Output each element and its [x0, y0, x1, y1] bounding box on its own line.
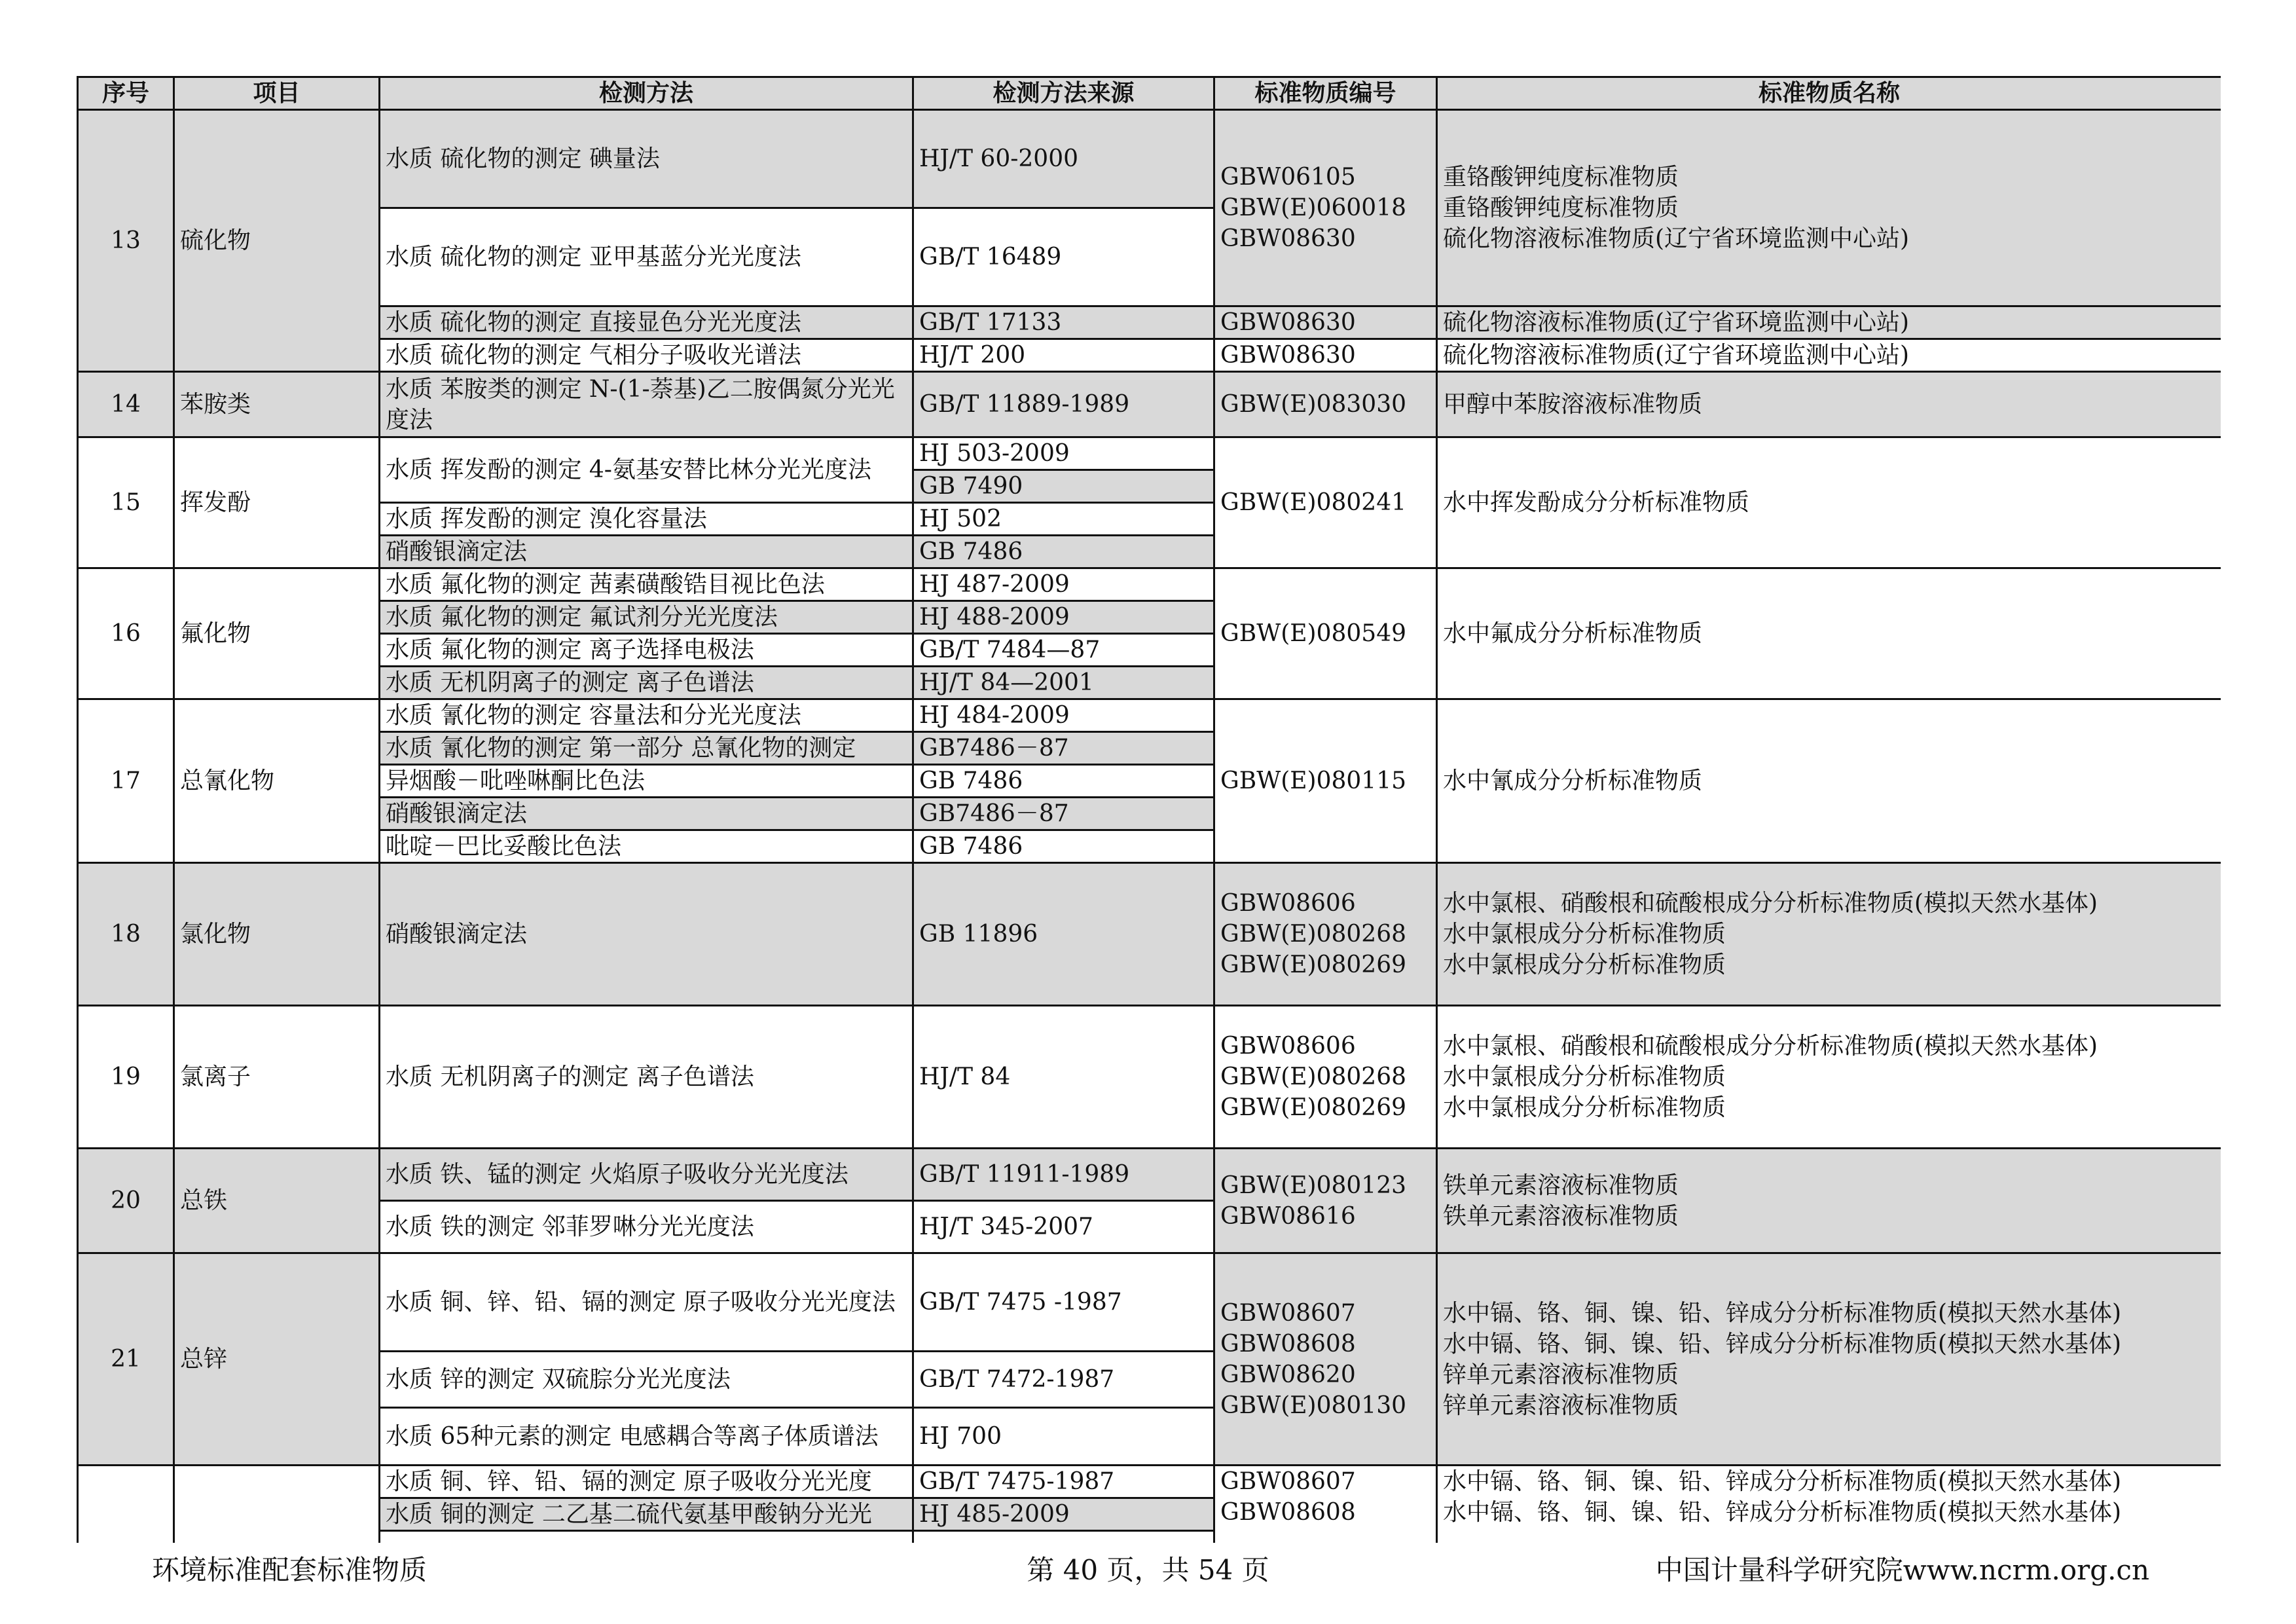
header-no: 序号 [78, 77, 174, 110]
source-cell: HJ 484-2009 [913, 699, 1214, 732]
source-cell: GB/T 7475 -1987 [913, 1253, 1214, 1352]
method-cell: 水质 苯胺类的测定 N-(1-萘基)乙二胺偶氮分光光度法 [380, 372, 913, 437]
ref-name: 铁单元素溶液标准物质 [1443, 1202, 1679, 1230]
ref-name-cell: 甲醇中苯胺溶液标准物质 [1437, 372, 2221, 437]
ref-code: GBW08607 [1220, 1299, 1356, 1327]
ref-name-cell [1437, 863, 2221, 1006]
ref-code: GBW08608 [1220, 1499, 1356, 1526]
table-row [78, 110, 2221, 208]
source-cell: HJ 487-2009 [913, 568, 1214, 601]
table-viewport [77, 76, 2221, 1543]
table-row [78, 339, 2221, 372]
table-row [78, 437, 2221, 470]
table-row [78, 1466, 2221, 1498]
method-cell: 水质 氟化物的测定 氟试剂分光光度法 [380, 601, 913, 634]
item-name: 总铁 [174, 1149, 380, 1253]
ref-name: 水中氯根、硝酸根和硫酸根成分分析标准物质(模拟天然水基体) [1443, 890, 2098, 917]
row-number: 19 [78, 1006, 174, 1149]
ref-code: GBW(E)080123 [1220, 1172, 1407, 1199]
source-cell: GB/T 7472-1987 [913, 1352, 1214, 1408]
header-item: 项目 [174, 77, 380, 110]
item-name: 氟化物 [174, 568, 380, 699]
ref-name: 锌单元素溶液标准物质 [1443, 1361, 1679, 1388]
footer-publisher: 中国计量科学研究院www.ncrm.org.cn [1655, 1554, 2149, 1586]
footer-title: 环境标准配套标准物质 [152, 1554, 428, 1586]
standards-table [77, 76, 2221, 1543]
ref-name: 重铬酸钾纯度标准物质 [1443, 194, 1679, 221]
ref-code-cell: GBW(E)080115 [1214, 699, 1437, 863]
method-cell: 水质 氟化物的测定 离子选择电极法 [380, 634, 913, 667]
ref-name-cell [1437, 1466, 2221, 1543]
header-row [78, 77, 2221, 110]
method-cell: 水质 铜、锌、铅、镉的测定 原子吸收分光光度 [380, 1466, 913, 1498]
page-number: 第 40 页，共 54 页 [1027, 1554, 1269, 1586]
item-name: 苯胺类 [174, 372, 380, 437]
ref-code: GBW08606 [1220, 890, 1356, 917]
ref-code: GBW(E)060018 [1220, 194, 1407, 221]
row-number: 17 [78, 699, 174, 863]
ref-code-cell [1214, 1149, 1437, 1253]
source-cell: HJ/T 84 [913, 1006, 1214, 1149]
source-cell: HJ/T 345-2007 [913, 1201, 1214, 1253]
ref-name: 水中镉、铬、铜、镍、铅、锌成分分析标准物质(模拟天然水基体) [1443, 1330, 2122, 1357]
page-footer [0, 1549, 2296, 1588]
source-cell: GB/T 11889-1989 [913, 372, 1214, 437]
ref-name: 水中氯根成分分析标准物质 [1443, 1063, 1726, 1090]
source-cell: GB/T 7484—87 [913, 634, 1214, 667]
row-number: 18 [78, 863, 174, 1006]
table-row [78, 306, 2221, 339]
row-number: 16 [78, 568, 174, 699]
item-name: 挥发酚 [174, 437, 380, 568]
row-number [78, 1466, 174, 1543]
ref-code: GBW06105 [1220, 164, 1356, 191]
method-cell: 水质 锌的测定 双硫腙分光光度法 [380, 1352, 913, 1408]
ref-code: GBW08607 [1220, 1468, 1356, 1495]
source-cell: GB 7486 [913, 830, 1214, 863]
ref-code-cell: GBW(E)080241 [1214, 437, 1437, 568]
ref-code-cell: GBW(E)083030 [1214, 372, 1437, 437]
ref-code-cell: GBW08630 [1214, 339, 1437, 372]
ref-name-cell: 硫化物溶液标准物质(辽宁省环境监测中心站) [1437, 339, 2221, 372]
ref-code-cell [1214, 1466, 1437, 1543]
ref-name: 重铬酸钾纯度标准物质 [1443, 164, 1679, 191]
ref-code-cell [1214, 1006, 1437, 1149]
source-cell: HJ 503-2009 [913, 437, 1214, 470]
ref-name: 水中镉、铬、铜、镍、铅、锌成分分析标准物质(模拟天然水基体) [1443, 1499, 2122, 1526]
ref-name: 锌单元素溶液标准物质 [1443, 1392, 1679, 1419]
table-row [78, 1253, 2221, 1352]
row-number: 14 [78, 372, 174, 437]
ref-name: 水中氯根成分分析标准物质 [1443, 1094, 1726, 1121]
ref-name-cell [1437, 110, 2221, 306]
item-name: 总锌 [174, 1253, 380, 1466]
ref-code: GBW08620 [1220, 1361, 1356, 1388]
source-cell: GB/T 11911-1989 [913, 1149, 1214, 1201]
ref-name-cell: 水中挥发酚成分分析标准物质 [1437, 437, 2221, 568]
ref-code: GBW08630 [1220, 225, 1356, 252]
source-cell: GB 11896 [913, 863, 1214, 1006]
ref-name: 硫化物溶液标准物质(辽宁省环境监测中心站) [1443, 225, 1910, 252]
row-number: 20 [78, 1149, 174, 1253]
ref-code-cell [1214, 1253, 1437, 1466]
header-ref-code: 标准物质编号 [1214, 77, 1437, 110]
header-ref-name: 标准物质名称 [1437, 77, 2221, 110]
table-row [78, 568, 2221, 601]
method-cell: 水质 氰化物的测定 第一部分 总氰化物的测定 [380, 732, 913, 765]
ref-name: 水中氯根成分分析标准物质 [1443, 921, 1726, 948]
method-cell: 水质 硫化物的测定 亚甲基蓝分光光度法 [380, 208, 913, 306]
ref-name-cell [1437, 1253, 2221, 1466]
method-cell: 吡啶－巴比妥酸比色法 [380, 830, 913, 863]
ref-code: GBW08606 [1220, 1033, 1356, 1060]
header-source: 检测方法来源 [913, 77, 1214, 110]
ref-code-cell: GBW(E)080549 [1214, 568, 1437, 699]
ref-name: 水中镉、铬、铜、镍、铅、锌成分分析标准物质(模拟天然水基体) [1443, 1299, 2122, 1327]
item-name: 总氰化物 [174, 699, 380, 863]
ref-code-cell [1214, 110, 1437, 306]
item-name: 氯化物 [174, 863, 380, 1006]
ref-name: 铁单元素溶液标准物质 [1443, 1172, 1679, 1199]
item-name [174, 1466, 380, 1543]
source-cell: HJ 488-2009 [913, 601, 1214, 634]
table-row [78, 372, 2221, 437]
method-cell: 水质 挥发酚的测定 4-氨基安替比林分光光度法 [380, 437, 913, 503]
ref-name-cell: 硫化物溶液标准物质(辽宁省环境监测中心站) [1437, 306, 2221, 339]
table-row [78, 699, 2221, 732]
source-cell: HJ 485-2009 [913, 1498, 1214, 1531]
ref-name: 水中镉、铬、铜、镍、铅、锌成分分析标准物质(模拟天然水基体) [1443, 1468, 2122, 1495]
table-row [78, 863, 2221, 1006]
method-cell: 水质 无机阴离子的测定 离子色谱法 [380, 1006, 913, 1149]
ref-name-cell: 水中氰成分分析标准物质 [1437, 699, 2221, 863]
source-cell: HJ/T 84—2001 [913, 667, 1214, 699]
method-cell: 水质 挥发酚的测定 溴化容量法 [380, 503, 913, 536]
ref-code-cell: GBW08630 [1214, 306, 1437, 339]
source-cell: GB 7486 [913, 536, 1214, 568]
row-number: 21 [78, 1253, 174, 1466]
method-cell [380, 1531, 913, 1543]
method-cell: 硝酸银滴定法 [380, 863, 913, 1006]
ref-name-cell: 水中氟成分分析标准物质 [1437, 568, 2221, 699]
method-cell: 水质 氟化物的测定 茜素磺酸锆目视比色法 [380, 568, 913, 601]
ref-code: GBW(E)080130 [1220, 1392, 1407, 1419]
item-name: 硫化物 [174, 110, 380, 372]
ref-code: GBW(E)080268 [1220, 921, 1407, 948]
method-cell: 水质 铜的测定 二乙基二硫代氨基甲酸钠分光光 [380, 1498, 913, 1531]
source-cell: GB 7490 [913, 470, 1214, 503]
method-cell: 水质 铁、锰的测定 火焰原子吸收分光光度法 [380, 1149, 913, 1201]
method-cell: 水质 氰化物的测定 容量法和分光光度法 [380, 699, 913, 732]
method-cell: 硝酸银滴定法 [380, 536, 913, 568]
source-cell: GB 7486 [913, 765, 1214, 798]
source-cell: HJ/T 60-2000 [913, 110, 1214, 208]
ref-name-cell [1437, 1149, 2221, 1253]
source-cell [913, 1531, 1214, 1543]
row-number: 13 [78, 110, 174, 372]
method-cell: 硝酸银滴定法 [380, 798, 913, 830]
method-cell: 水质 硫化物的测定 直接显色分光光度法 [380, 306, 913, 339]
method-cell: 水质 65种元素的测定 电感耦合等离子体质谱法 [380, 1408, 913, 1466]
ref-name-cell [1437, 1006, 2221, 1149]
ref-name: 水中氯根成分分析标准物质 [1443, 951, 1726, 978]
source-cell: GB/T 16489 [913, 208, 1214, 306]
item-name: 氯离子 [174, 1006, 380, 1149]
method-cell: 水质 无机阴离子的测定 离子色谱法 [380, 667, 913, 699]
ref-code: GBW(E)080269 [1220, 1094, 1407, 1121]
source-cell: HJ 700 [913, 1408, 1214, 1466]
table-row [78, 1006, 2221, 1149]
ref-code: GBW(E)080268 [1220, 1063, 1407, 1090]
ref-code-cell [1214, 863, 1437, 1006]
ref-code: GBW(E)080269 [1220, 951, 1407, 978]
source-cell: GB/T 17133 [913, 306, 1214, 339]
ref-code: GBW08608 [1220, 1330, 1356, 1357]
header-method: 检测方法 [380, 77, 913, 110]
source-cell: GB7486－87 [913, 732, 1214, 765]
method-cell: 异烟酸－吡唑啉酮比色法 [380, 765, 913, 798]
ref-code: GBW08616 [1220, 1202, 1356, 1230]
ref-name: 水中氯根、硝酸根和硫酸根成分分析标准物质(模拟天然水基体) [1443, 1033, 2098, 1060]
source-cell: GB/T 7475-1987 [913, 1466, 1214, 1498]
method-cell: 水质 硫化物的测定 气相分子吸收光谱法 [380, 339, 913, 372]
source-cell: GB7486－87 [913, 798, 1214, 830]
source-cell: HJ/T 200 [913, 339, 1214, 372]
method-cell: 水质 铜、锌、铅、镉的测定 原子吸收分光光度法 [380, 1253, 913, 1352]
table-row [78, 1149, 2221, 1201]
method-cell: 水质 铁的测定 邻菲罗啉分光光度法 [380, 1201, 913, 1253]
method-cell: 水质 硫化物的测定 碘量法 [380, 110, 913, 208]
source-cell: HJ 502 [913, 503, 1214, 536]
row-number: 15 [78, 437, 174, 568]
